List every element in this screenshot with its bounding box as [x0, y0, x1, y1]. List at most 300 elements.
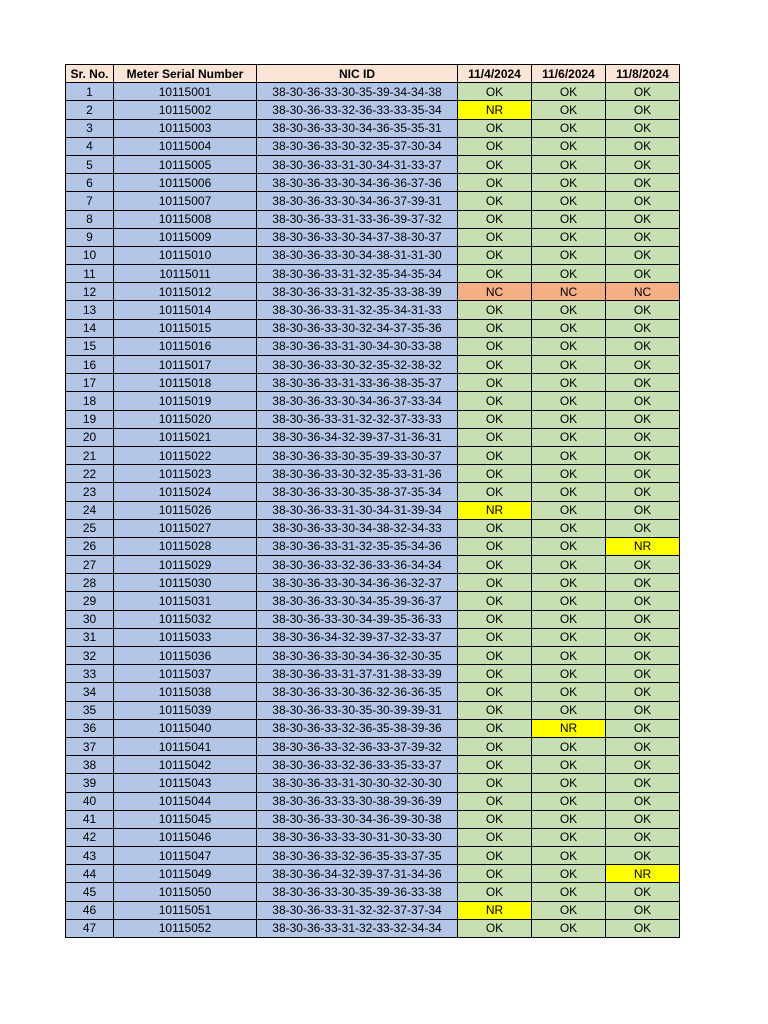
cell-status-date-1[interactable]: OK — [458, 865, 532, 883]
cell-status-date-3[interactable]: OK — [606, 665, 680, 683]
cell-nic-id[interactable]: 38-30-36-34-32-39-37-32-33-37 — [257, 628, 458, 646]
cell-status-date-3[interactable]: OK — [606, 410, 680, 428]
cell-sr-no[interactable]: 42 — [66, 828, 114, 846]
cell-status-date-2[interactable]: NR — [532, 719, 606, 737]
cell-status-date-2[interactable]: OK — [532, 701, 606, 719]
cell-meter-serial[interactable]: 10115038 — [114, 683, 257, 701]
cell-status-date-2[interactable]: OK — [532, 392, 606, 410]
cell-meter-serial[interactable]: 10115008 — [114, 210, 257, 228]
table-row — [66, 519, 680, 537]
cell-nic-id[interactable]: 38-30-36-33-31-32-35-35-34-36 — [257, 537, 458, 555]
cell-status-date-2[interactable]: OK — [532, 537, 606, 555]
cell-status-date-3[interactable]: OK — [606, 756, 680, 774]
cell-status-date-2[interactable]: OK — [532, 774, 606, 792]
cell-sr-no[interactable]: 35 — [66, 701, 114, 719]
cell-sr-no[interactable]: 44 — [66, 865, 114, 883]
cell-status-date-1[interactable]: OK — [458, 610, 532, 628]
cell-status-date-2[interactable]: NC — [532, 283, 606, 301]
cell-meter-serial[interactable]: 10115029 — [114, 556, 257, 574]
cell-status-date-3[interactable]: OK — [606, 210, 680, 228]
cell-status-date-1[interactable]: OK — [458, 83, 532, 101]
cell-meter-serial[interactable]: 10115047 — [114, 847, 257, 865]
cell-status-date-3[interactable]: OK — [606, 847, 680, 865]
cell-nic-id[interactable]: 38-30-36-33-30-32-34-37-35-36 — [257, 319, 458, 337]
cell-status-date-3[interactable]: OK — [606, 246, 680, 264]
table-row — [66, 665, 680, 683]
cell-status-date-3[interactable]: NC — [606, 283, 680, 301]
cell-meter-serial[interactable]: 10115015 — [114, 319, 257, 337]
cell-status-date-1[interactable]: OK — [458, 847, 532, 865]
cell-status-date-2[interactable]: OK — [532, 337, 606, 355]
cell-status-date-1[interactable]: OK — [458, 628, 532, 646]
cell-status-date-2[interactable]: OK — [532, 828, 606, 846]
cell-nic-id[interactable]: 38-30-36-33-30-34-37-38-30-37 — [257, 228, 458, 246]
cell-nic-id[interactable]: 38-30-36-33-30-34-36-39-30-38 — [257, 810, 458, 828]
cell-sr-no[interactable]: 18 — [66, 392, 114, 410]
cell-meter-serial[interactable]: 10115009 — [114, 228, 257, 246]
cell-status-date-2[interactable]: OK — [532, 174, 606, 192]
cell-meter-serial[interactable]: 10115045 — [114, 810, 257, 828]
cell-sr-no[interactable]: 12 — [66, 283, 114, 301]
cell-meter-serial[interactable]: 10115042 — [114, 756, 257, 774]
cell-status-date-2[interactable]: OK — [532, 883, 606, 901]
cell-status-date-2[interactable]: OK — [532, 101, 606, 119]
cell-status-date-1[interactable]: OK — [458, 665, 532, 683]
cell-status-date-1[interactable]: OK — [458, 265, 532, 283]
cell-status-date-2[interactable]: OK — [532, 665, 606, 683]
cell-nic-id[interactable]: 38-30-36-33-31-37-31-38-33-39 — [257, 665, 458, 683]
cell-sr-no[interactable]: 20 — [66, 428, 114, 446]
cell-status-date-1[interactable]: OK — [458, 756, 532, 774]
header-nic-id[interactable]: NIC ID — [257, 65, 458, 83]
cell-sr-no[interactable]: 15 — [66, 337, 114, 355]
cell-sr-no[interactable]: 30 — [66, 610, 114, 628]
cell-sr-no[interactable]: 10 — [66, 246, 114, 264]
table-row — [66, 574, 680, 592]
cell-meter-serial[interactable]: 10115007 — [114, 192, 257, 210]
cell-nic-id[interactable]: 38-30-36-33-31-30-34-30-33-38 — [257, 337, 458, 355]
cell-status-date-2[interactable]: OK — [532, 210, 606, 228]
cell-status-date-1[interactable]: OK — [458, 519, 532, 537]
cell-status-date-2[interactable]: OK — [532, 428, 606, 446]
cell-status-date-1[interactable]: OK — [458, 356, 532, 374]
cell-sr-no[interactable]: 14 — [66, 319, 114, 337]
cell-nic-id[interactable]: 38-30-36-33-32-36-33-35-33-37 — [257, 756, 458, 774]
cell-status-date-3[interactable]: OK — [606, 301, 680, 319]
cell-meter-serial[interactable]: 10115019 — [114, 392, 257, 410]
cell-status-date-3[interactable]: OK — [606, 774, 680, 792]
cell-sr-no[interactable]: 23 — [66, 483, 114, 501]
cell-nic-id[interactable]: 38-30-36-33-31-32-33-32-34-34 — [257, 919, 458, 937]
table-row — [66, 83, 680, 101]
cell-status-date-1[interactable]: OK — [458, 574, 532, 592]
header-sr-no[interactable]: Sr. No. — [66, 65, 114, 83]
cell-nic-id[interactable]: 38-30-36-33-32-36-33-36-34-34 — [257, 556, 458, 574]
cell-meter-serial[interactable]: 10115011 — [114, 265, 257, 283]
cell-nic-id[interactable]: 38-30-36-33-30-32-35-33-31-36 — [257, 465, 458, 483]
header-date-2[interactable]: 11/6/2024 — [532, 65, 606, 83]
cell-status-date-3[interactable]: OK — [606, 519, 680, 537]
cell-sr-no[interactable]: 36 — [66, 719, 114, 737]
cell-sr-no[interactable]: 38 — [66, 756, 114, 774]
cell-status-date-1[interactable]: NC — [458, 283, 532, 301]
cell-meter-serial[interactable]: 10115033 — [114, 628, 257, 646]
cell-nic-id[interactable]: 38-30-36-33-30-34-36-37-39-31 — [257, 192, 458, 210]
cell-meter-serial[interactable]: 10115014 — [114, 301, 257, 319]
cell-status-date-1[interactable]: OK — [458, 701, 532, 719]
cell-meter-serial[interactable]: 10115005 — [114, 155, 257, 173]
cell-status-date-2[interactable]: OK — [532, 792, 606, 810]
cell-status-date-2[interactable]: OK — [532, 865, 606, 883]
cell-status-date-1[interactable]: OK — [458, 155, 532, 173]
cell-nic-id[interactable]: 38-30-36-33-33-30-38-39-36-39 — [257, 792, 458, 810]
cell-status-date-1[interactable]: OK — [458, 719, 532, 737]
cell-status-date-2[interactable]: OK — [532, 919, 606, 937]
cell-status-date-2[interactable]: OK — [532, 155, 606, 173]
cell-meter-serial[interactable]: 10115031 — [114, 592, 257, 610]
table-row — [66, 810, 680, 828]
cell-nic-id[interactable]: 38-30-36-33-30-34-36-35-35-31 — [257, 119, 458, 137]
cell-status-date-3[interactable]: OK — [606, 228, 680, 246]
cell-status-date-1[interactable]: OK — [458, 246, 532, 264]
cell-nic-id[interactable]: 38-30-36-33-30-35-39-36-33-38 — [257, 883, 458, 901]
cell-status-date-3[interactable]: OK — [606, 119, 680, 137]
cell-status-date-2[interactable]: OK — [532, 519, 606, 537]
cell-status-date-2[interactable]: OK — [532, 301, 606, 319]
cell-status-date-1[interactable]: OK — [458, 683, 532, 701]
cell-meter-serial[interactable]: 10115001 — [114, 83, 257, 101]
cell-sr-no[interactable]: 3 — [66, 119, 114, 137]
cell-nic-id[interactable]: 38-30-36-33-30-34-38-31-31-30 — [257, 246, 458, 264]
cell-status-date-3[interactable]: OK — [606, 356, 680, 374]
cell-sr-no[interactable]: 47 — [66, 919, 114, 937]
cell-sr-no[interactable]: 9 — [66, 228, 114, 246]
cell-status-date-1[interactable]: OK — [458, 337, 532, 355]
cell-status-date-1[interactable]: OK — [458, 647, 532, 665]
cell-nic-id[interactable]: 38-30-36-33-32-36-35-33-37-35 — [257, 847, 458, 865]
cell-meter-serial[interactable]: 10115040 — [114, 719, 257, 737]
cell-status-date-2[interactable]: OK — [532, 683, 606, 701]
cell-nic-id[interactable]: 38-30-36-33-30-36-32-36-36-35 — [257, 683, 458, 701]
cell-nic-id[interactable]: 38-30-36-33-31-33-36-39-37-32 — [257, 210, 458, 228]
cell-meter-serial[interactable]: 10115032 — [114, 610, 257, 628]
cell-meter-serial[interactable]: 10115004 — [114, 137, 257, 155]
cell-status-date-2[interactable]: OK — [532, 446, 606, 464]
header-meter-serial-number[interactable]: Meter Serial Number — [114, 65, 257, 83]
cell-nic-id[interactable]: 38-30-36-33-32-36-35-38-39-36 — [257, 719, 458, 737]
cell-nic-id[interactable]: 38-30-36-33-31-32-35-34-35-34 — [257, 265, 458, 283]
cell-status-date-3[interactable]: OK — [606, 155, 680, 173]
cell-status-date-3[interactable]: OK — [606, 701, 680, 719]
cell-sr-no[interactable]: 39 — [66, 774, 114, 792]
cell-nic-id[interactable]: 38-30-36-33-32-36-33-37-39-32 — [257, 737, 458, 755]
cell-nic-id[interactable]: 38-30-36-33-31-32-32-37-37-34 — [257, 901, 458, 919]
cell-nic-id[interactable]: 38-30-36-33-30-34-36-36-32-37 — [257, 574, 458, 592]
cell-meter-serial[interactable]: 10115021 — [114, 428, 257, 446]
cell-sr-no[interactable]: 11 — [66, 265, 114, 283]
cell-meter-serial[interactable]: 10115039 — [114, 701, 257, 719]
cell-status-date-3[interactable]: OK — [606, 883, 680, 901]
cell-status-date-2[interactable]: OK — [532, 737, 606, 755]
cell-status-date-2[interactable]: OK — [532, 228, 606, 246]
cell-meter-serial[interactable]: 10115049 — [114, 865, 257, 883]
cell-status-date-2[interactable]: OK — [532, 628, 606, 646]
cell-status-date-3[interactable]: NR — [606, 537, 680, 555]
header-date-1[interactable]: 11/4/2024 — [458, 65, 532, 83]
cell-nic-id[interactable]: 38-30-36-33-30-34-36-32-30-35 — [257, 647, 458, 665]
cell-nic-id[interactable]: 38-30-36-33-30-34-36-37-33-34 — [257, 392, 458, 410]
cell-status-date-3[interactable]: OK — [606, 737, 680, 755]
cell-status-date-3[interactable]: OK — [606, 174, 680, 192]
cell-sr-no[interactable]: 19 — [66, 410, 114, 428]
cell-status-date-3[interactable]: OK — [606, 337, 680, 355]
cell-status-date-3[interactable]: OK — [606, 592, 680, 610]
cell-nic-id[interactable]: 38-30-36-33-30-34-39-35-36-33 — [257, 610, 458, 628]
cell-status-date-1[interactable]: OK — [458, 210, 532, 228]
cell-meter-serial[interactable]: 10115050 — [114, 883, 257, 901]
cell-nic-id[interactable]: 38-30-36-33-31-30-34-31-39-34 — [257, 501, 458, 519]
cell-status-date-3[interactable]: OK — [606, 101, 680, 119]
cell-sr-no[interactable]: 37 — [66, 737, 114, 755]
cell-nic-id[interactable]: 38-30-36-33-30-35-38-37-35-34 — [257, 483, 458, 501]
cell-status-date-1[interactable]: OK — [458, 556, 532, 574]
table-row — [66, 501, 680, 519]
cell-status-date-3[interactable]: OK — [606, 574, 680, 592]
cell-status-date-3[interactable]: OK — [606, 556, 680, 574]
cell-meter-serial[interactable]: 10115052 — [114, 919, 257, 937]
table-row — [66, 119, 680, 137]
cell-nic-id[interactable]: 38-30-36-34-32-39-37-31-36-31 — [257, 428, 458, 446]
table-row — [66, 883, 680, 901]
cell-sr-no[interactable]: 40 — [66, 792, 114, 810]
cell-meter-serial[interactable]: 10115026 — [114, 501, 257, 519]
cell-sr-no[interactable]: 25 — [66, 519, 114, 537]
cell-meter-serial[interactable]: 10115024 — [114, 483, 257, 501]
cell-status-date-2[interactable]: OK — [532, 119, 606, 137]
cell-status-date-1[interactable]: OK — [458, 374, 532, 392]
cell-status-date-3[interactable]: OK — [606, 719, 680, 737]
cell-status-date-2[interactable]: OK — [532, 556, 606, 574]
cell-nic-id[interactable]: 38-30-36-33-31-30-34-31-33-37 — [257, 155, 458, 173]
cell-meter-serial[interactable]: 10115036 — [114, 647, 257, 665]
table-row — [66, 719, 680, 737]
cell-status-date-1[interactable]: OK — [458, 137, 532, 155]
cell-status-date-3[interactable]: NR — [606, 865, 680, 883]
cell-status-date-3[interactable]: OK — [606, 465, 680, 483]
cell-status-date-3[interactable]: OK — [606, 919, 680, 937]
cell-sr-no[interactable]: 7 — [66, 192, 114, 210]
cell-status-date-2[interactable]: OK — [532, 501, 606, 519]
cell-status-date-2[interactable]: OK — [532, 465, 606, 483]
cell-meter-serial[interactable]: 10115023 — [114, 465, 257, 483]
cell-status-date-1[interactable]: OK — [458, 192, 532, 210]
cell-meter-serial[interactable]: 10115046 — [114, 828, 257, 846]
cell-status-date-1[interactable]: NR — [458, 101, 532, 119]
cell-meter-serial[interactable]: 10115012 — [114, 283, 257, 301]
cell-status-date-3[interactable]: OK — [606, 374, 680, 392]
cell-status-date-3[interactable]: OK — [606, 192, 680, 210]
cell-meter-serial[interactable]: 10115041 — [114, 737, 257, 755]
cell-status-date-3[interactable]: OK — [606, 901, 680, 919]
cell-status-date-1[interactable]: OK — [458, 537, 532, 555]
cell-meter-serial[interactable]: 10115002 — [114, 101, 257, 119]
cell-status-date-1[interactable]: OK — [458, 319, 532, 337]
cell-status-date-1[interactable]: OK — [458, 392, 532, 410]
cell-status-date-3[interactable]: OK — [606, 810, 680, 828]
cell-meter-serial[interactable]: 10115027 — [114, 519, 257, 537]
cell-status-date-3[interactable]: OK — [606, 446, 680, 464]
cell-sr-no[interactable]: 28 — [66, 574, 114, 592]
cell-nic-id[interactable]: 38-30-36-33-31-32-35-33-38-39 — [257, 283, 458, 301]
cell-sr-no[interactable]: 46 — [66, 901, 114, 919]
cell-nic-id[interactable]: 38-30-36-33-32-36-33-33-35-34 — [257, 101, 458, 119]
cell-status-date-3[interactable]: OK — [606, 647, 680, 665]
cell-nic-id[interactable]: 38-30-36-33-30-32-35-32-38-32 — [257, 356, 458, 374]
cell-nic-id[interactable]: 38-30-36-33-30-35-30-39-39-31 — [257, 701, 458, 719]
cell-nic-id[interactable]: 38-30-36-33-30-32-35-37-30-34 — [257, 137, 458, 155]
cell-sr-no[interactable]: 32 — [66, 647, 114, 665]
cell-status-date-3[interactable]: OK — [606, 683, 680, 701]
cell-nic-id[interactable]: 38-30-36-33-30-34-36-36-37-36 — [257, 174, 458, 192]
cell-status-date-2[interactable]: OK — [532, 356, 606, 374]
cell-status-date-1[interactable]: OK — [458, 465, 532, 483]
cell-sr-no[interactable]: 2 — [66, 101, 114, 119]
cell-nic-id[interactable]: 38-30-36-33-31-32-35-34-31-33 — [257, 301, 458, 319]
cell-meter-serial[interactable]: 10115028 — [114, 537, 257, 555]
cell-sr-no[interactable]: 29 — [66, 592, 114, 610]
cell-meter-serial[interactable]: 10115043 — [114, 774, 257, 792]
cell-status-date-3[interactable]: OK — [606, 610, 680, 628]
cell-status-date-2[interactable]: OK — [532, 647, 606, 665]
cell-status-date-2[interactable]: OK — [532, 901, 606, 919]
cell-meter-serial[interactable]: 10115006 — [114, 174, 257, 192]
cell-sr-no[interactable]: 31 — [66, 628, 114, 646]
cell-status-date-1[interactable]: OK — [458, 428, 532, 446]
cell-nic-id[interactable]: 38-30-36-33-31-33-36-38-35-37 — [257, 374, 458, 392]
cell-status-date-1[interactable]: OK — [458, 828, 532, 846]
cell-sr-no[interactable]: 21 — [66, 446, 114, 464]
cell-status-date-1[interactable]: NR — [458, 901, 532, 919]
cell-status-date-1[interactable]: OK — [458, 774, 532, 792]
cell-nic-id[interactable]: 38-30-36-33-31-32-32-37-33-33 — [257, 410, 458, 428]
cell-meter-serial[interactable]: 10115003 — [114, 119, 257, 137]
cell-status-date-2[interactable]: OK — [532, 374, 606, 392]
cell-status-date-2[interactable]: OK — [532, 756, 606, 774]
cell-meter-serial[interactable]: 10115017 — [114, 356, 257, 374]
cell-status-date-3[interactable]: OK — [606, 501, 680, 519]
cell-nic-id[interactable]: 38-30-36-33-30-34-35-39-36-37 — [257, 592, 458, 610]
cell-status-date-3[interactable]: OK — [606, 265, 680, 283]
cell-status-date-1[interactable]: OK — [458, 119, 532, 137]
cell-sr-no[interactable]: 26 — [66, 537, 114, 555]
header-date-3[interactable]: 11/8/2024 — [606, 65, 680, 83]
cell-status-date-3[interactable]: OK — [606, 828, 680, 846]
cell-status-date-1[interactable]: OK — [458, 228, 532, 246]
cell-nic-id[interactable]: 38-30-36-33-31-30-30-32-30-30 — [257, 774, 458, 792]
cell-sr-no[interactable]: 41 — [66, 810, 114, 828]
table-row — [66, 865, 680, 883]
cell-status-date-2[interactable]: OK — [532, 137, 606, 155]
cell-status-date-1[interactable]: OK — [458, 301, 532, 319]
cell-sr-no[interactable]: 5 — [66, 155, 114, 173]
cell-sr-no[interactable]: 43 — [66, 847, 114, 865]
cell-status-date-2[interactable]: OK — [532, 810, 606, 828]
cell-status-date-3[interactable]: OK — [606, 137, 680, 155]
cell-sr-no[interactable]: 17 — [66, 374, 114, 392]
cell-status-date-1[interactable]: OK — [458, 592, 532, 610]
cell-status-date-2[interactable]: OK — [532, 847, 606, 865]
cell-meter-serial[interactable]: 10115016 — [114, 337, 257, 355]
cell-status-date-2[interactable]: OK — [532, 592, 606, 610]
cell-status-date-3[interactable]: OK — [606, 483, 680, 501]
cell-status-date-3[interactable]: OK — [606, 392, 680, 410]
cell-status-date-3[interactable]: OK — [606, 83, 680, 101]
cell-nic-id[interactable]: 38-30-36-33-30-35-39-33-30-37 — [257, 446, 458, 464]
cell-sr-no[interactable]: 4 — [66, 137, 114, 155]
cell-sr-no[interactable]: 13 — [66, 301, 114, 319]
cell-meter-serial[interactable]: 10115022 — [114, 446, 257, 464]
cell-sr-no[interactable]: 8 — [66, 210, 114, 228]
cell-status-date-1[interactable]: OK — [458, 410, 532, 428]
cell-meter-serial[interactable]: 10115030 — [114, 574, 257, 592]
cell-nic-id[interactable]: 38-30-36-33-33-30-31-30-33-30 — [257, 828, 458, 846]
cell-status-date-2[interactable]: OK — [532, 483, 606, 501]
cell-status-date-2[interactable]: OK — [532, 83, 606, 101]
cell-status-date-2[interactable]: OK — [532, 610, 606, 628]
cell-status-date-2[interactable]: OK — [532, 574, 606, 592]
cell-status-date-2[interactable]: OK — [532, 265, 606, 283]
table-row — [66, 265, 680, 283]
cell-status-date-1[interactable]: OK — [458, 446, 532, 464]
cell-sr-no[interactable]: 33 — [66, 665, 114, 683]
cell-status-date-3[interactable]: OK — [606, 319, 680, 337]
cell-nic-id[interactable]: 38-30-36-33-30-35-39-34-34-38 — [257, 83, 458, 101]
cell-status-date-3[interactable]: OK — [606, 628, 680, 646]
cell-sr-no[interactable]: 24 — [66, 501, 114, 519]
cell-sr-no[interactable]: 34 — [66, 683, 114, 701]
cell-sr-no[interactable]: 16 — [66, 356, 114, 374]
cell-status-date-2[interactable]: OK — [532, 319, 606, 337]
cell-status-date-1[interactable]: OK — [458, 483, 532, 501]
cell-nic-id[interactable]: 38-30-36-34-32-39-37-31-34-36 — [257, 865, 458, 883]
cell-status-date-1[interactable]: OK — [458, 174, 532, 192]
cell-meter-serial[interactable]: 10115044 — [114, 792, 257, 810]
cell-status-date-1[interactable]: OK — [458, 792, 532, 810]
cell-status-date-2[interactable]: OK — [532, 410, 606, 428]
cell-meter-serial[interactable]: 10115020 — [114, 410, 257, 428]
cell-status-date-1[interactable]: OK — [458, 810, 532, 828]
cell-status-date-1[interactable]: OK — [458, 919, 532, 937]
cell-status-date-2[interactable]: OK — [532, 192, 606, 210]
cell-meter-serial[interactable]: 10115010 — [114, 246, 257, 264]
cell-sr-no[interactable]: 1 — [66, 83, 114, 101]
cell-meter-serial[interactable]: 10115037 — [114, 665, 257, 683]
cell-sr-no[interactable]: 27 — [66, 556, 114, 574]
cell-status-date-1[interactable]: NR — [458, 501, 532, 519]
cell-sr-no[interactable]: 22 — [66, 465, 114, 483]
cell-status-date-3[interactable]: OK — [606, 428, 680, 446]
cell-sr-no[interactable]: 6 — [66, 174, 114, 192]
table-row — [66, 628, 680, 646]
cell-status-date-1[interactable]: OK — [458, 883, 532, 901]
cell-nic-id[interactable]: 38-30-36-33-30-34-38-32-34-33 — [257, 519, 458, 537]
cell-sr-no[interactable]: 45 — [66, 883, 114, 901]
cell-status-date-1[interactable]: OK — [458, 737, 532, 755]
cell-status-date-2[interactable]: OK — [532, 246, 606, 264]
cell-status-date-3[interactable]: OK — [606, 792, 680, 810]
cell-meter-serial[interactable]: 10115018 — [114, 374, 257, 392]
cell-meter-serial[interactable]: 10115051 — [114, 901, 257, 919]
